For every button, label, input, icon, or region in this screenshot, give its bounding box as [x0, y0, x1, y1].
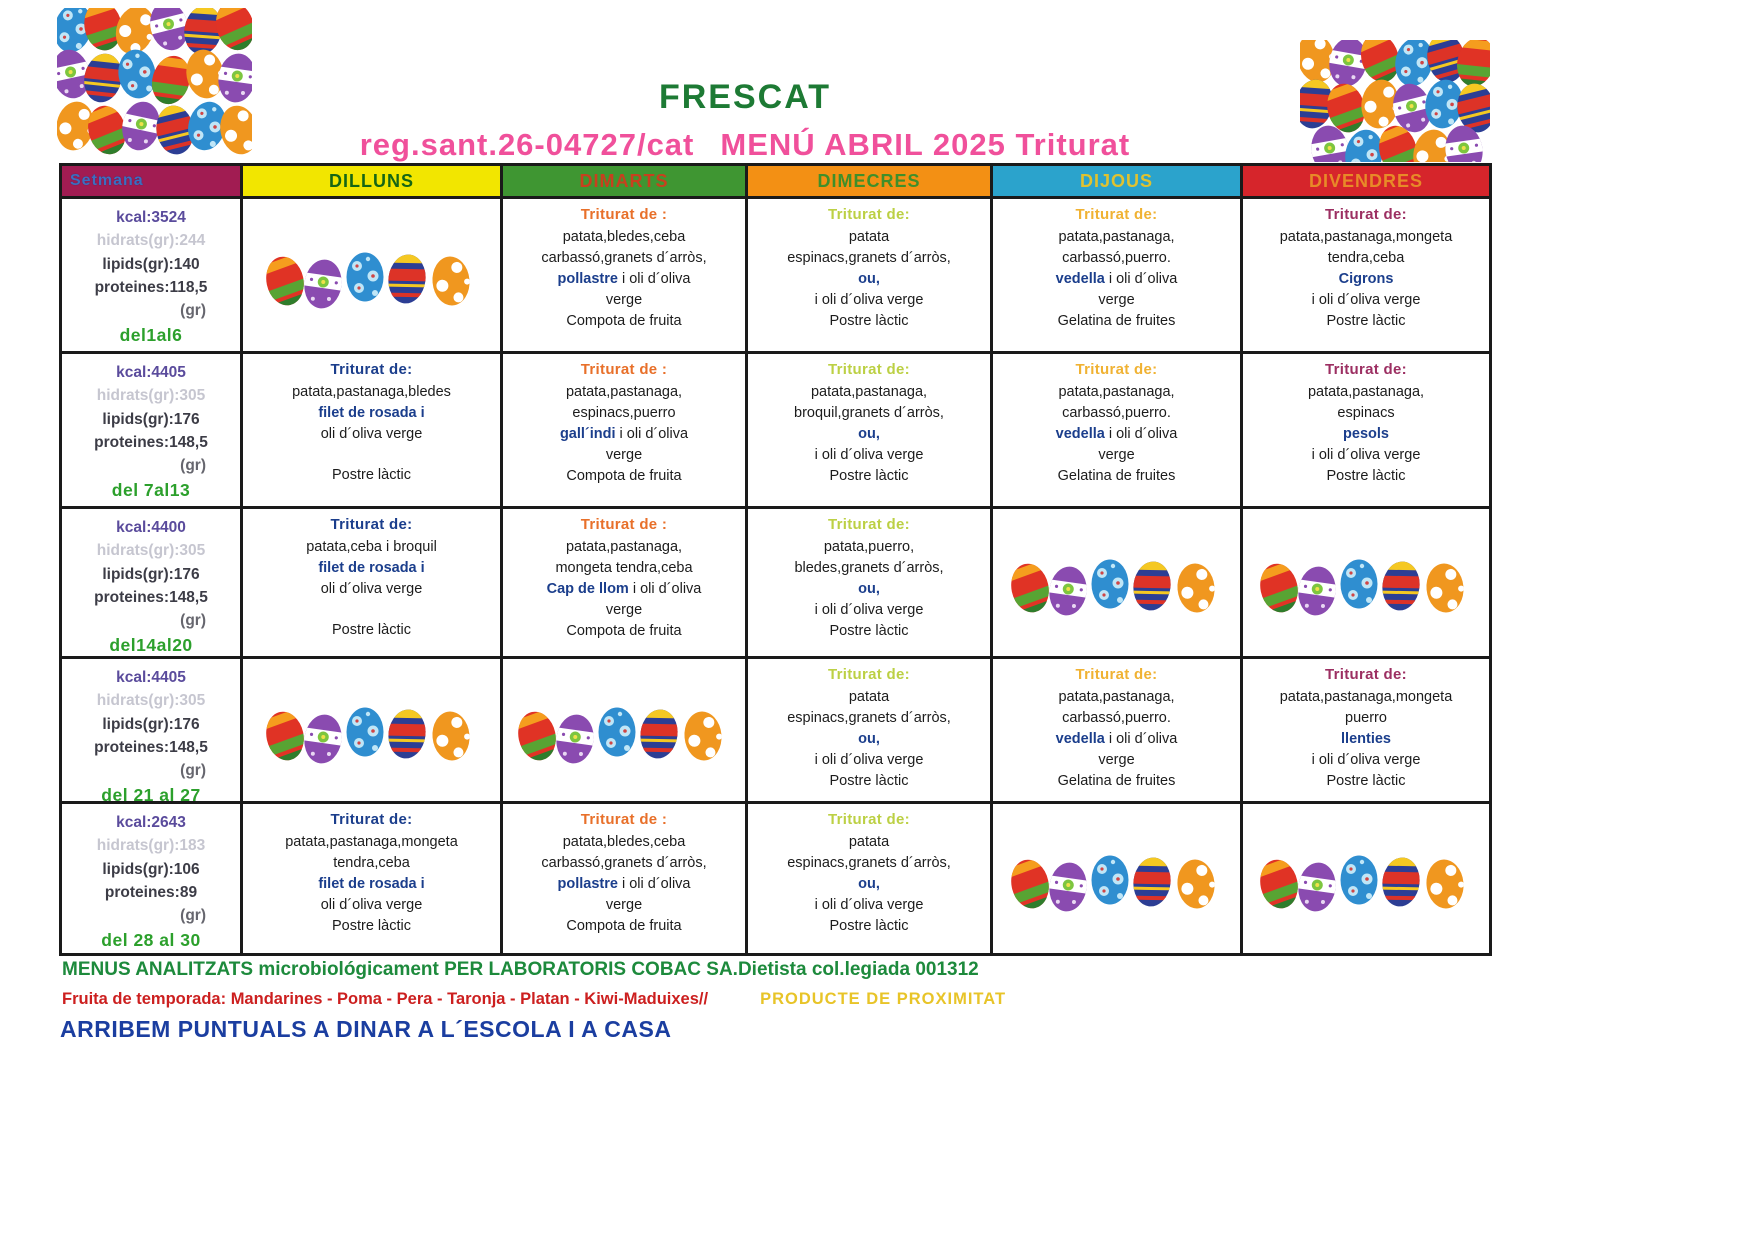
nutrition-kcal: kcal:3524 [116, 209, 186, 226]
easter-eggs-image [1243, 509, 1492, 659]
menu-line: espinacs,puerro [572, 404, 676, 421]
menu-line: Postre làctic [829, 917, 909, 934]
nutrition-kcal: kcal:4405 [116, 669, 186, 686]
nutrition-kcal: kcal:2643 [116, 814, 186, 831]
week-range-label: del 7al13 [111, 480, 191, 501]
menu-line: i oli d´oliva verge [814, 601, 924, 618]
menu-cell-title: Triturat de: [1075, 361, 1158, 378]
menu-line: tendra,ceba [1327, 249, 1405, 266]
menu-line: verge [605, 291, 643, 308]
protein-item: ou, [858, 730, 880, 747]
menu-line: verge [605, 896, 643, 913]
menu-line: i oli d´oliva verge [1311, 751, 1421, 768]
menu-table [59, 163, 1492, 956]
menu-line: Postre làctic [332, 621, 411, 638]
menu-line: patata,pastanaga, [1058, 688, 1175, 705]
menu-line: vedella i oli d´oliva [1055, 425, 1178, 442]
easter-eggs-row [515, 702, 733, 764]
menu-line [1243, 269, 1489, 290]
menu-line: espinacs,granets d´arròs, [787, 709, 951, 726]
proximity-product-text: PRODUCTE DE PROXIMITAT [760, 990, 1007, 1008]
menu-line: carbassó,puerro. [1062, 404, 1171, 421]
column-header-dimecres: DIMECRES [748, 166, 993, 199]
protein-item: ou, [858, 875, 880, 892]
easter-eggs-row [1257, 554, 1475, 616]
column-header-dilluns: DILLUNS [243, 166, 503, 199]
menu-line: puerro [1345, 709, 1387, 726]
menu-cell-week5-dimarts [503, 804, 748, 956]
protein-item: vedella [1055, 270, 1105, 287]
nutrition-hidrats: hidrats(gr):305 [96, 387, 206, 405]
menu-line: Gelatina de fruites [1057, 772, 1176, 789]
nutrition-lipids: lipids(gr):106 [102, 860, 200, 878]
column-header-setmana: Setmana [62, 166, 243, 199]
nutrition-lipids: lipids(gr):176 [102, 715, 200, 733]
menu-line: carbassó,granets d´arròs, [541, 854, 707, 871]
nutrition-proteines: proteines:89 [104, 883, 198, 901]
menu-line: Postre làctic [1326, 772, 1406, 789]
menu-cell-week1-divendres [1243, 199, 1492, 354]
menu-cell-week3-dimarts [503, 509, 748, 659]
menu-line [243, 403, 500, 424]
menu-line: espinacs,granets d´arròs, [787, 854, 951, 871]
menu-line: i oli d´oliva verge [814, 446, 924, 463]
menu-line: patata,bledes,ceba [562, 833, 686, 850]
menu-line: pollastre i oli d´oliva [557, 270, 691, 287]
nutrition-kcal: kcal:4400 [116, 519, 186, 536]
menu-line: patata,pastanaga, [565, 538, 683, 555]
menu-line: espinacs,granets d´arròs, [787, 249, 951, 266]
menu-line: gall´indi i oli d´oliva [559, 425, 689, 442]
menu-cell-title: Triturat de: [330, 811, 413, 828]
menu-line: pollastre i oli d´oliva [557, 875, 691, 892]
menu-cell-title: Triturat de: [1325, 666, 1407, 683]
nutrition-lipids: lipids(gr):176 [102, 410, 200, 428]
nutrition-lipids: lipids(gr):140 [102, 255, 200, 273]
nutrition-kcal: kcal:4405 [116, 364, 186, 381]
menu-cell-title: Triturat de: [828, 516, 910, 533]
menu-cell-week5-dimecres [748, 804, 993, 956]
nutrition-proteines: proteines:148,5 [94, 588, 208, 606]
menu-line: patata,pastanaga, [1307, 383, 1425, 400]
easter-eggs-image [503, 659, 748, 804]
menu-line [1243, 729, 1489, 750]
menu-cell-title: Triturat de: [828, 811, 910, 828]
nutrition-hidrats: hidrats(gr):183 [96, 837, 206, 855]
week-nutrition-4 [62, 659, 243, 804]
protein-item: vedella [1055, 730, 1105, 747]
protein-item: Cigrons [1338, 270, 1394, 287]
menu-cell-week2-divendres [1243, 354, 1492, 509]
menu-line: patata,pastanaga,mongeta [1279, 228, 1453, 245]
protein-item: filet de rosada i [318, 559, 425, 576]
menu-line: patata [848, 833, 890, 850]
menu-cell-week5-dilluns [243, 804, 503, 956]
menu-line: Postre làctic [829, 622, 909, 639]
menu-line: patata,pastanaga,mongeta [285, 833, 458, 850]
menu-line: patata,pastanaga, [1058, 383, 1175, 400]
footer-punctuality-note: ARRIBEM PUNTUALS A DINAR A L´ESCOLA I A CASA [60, 1016, 672, 1042]
menu-line: patata,pastanaga, [1058, 228, 1175, 245]
menu-cell-week2-dijous [993, 354, 1243, 509]
nutrition-gr: (gr) [180, 762, 206, 779]
menu-line: Compota de fruita [566, 622, 682, 639]
menu-line: i oli d´oliva verge [814, 291, 924, 308]
menu-cell-week1-dijous [993, 199, 1243, 354]
menu-line: verge [1098, 751, 1135, 768]
protein-item: llenties [1341, 730, 1391, 747]
nutrition-hidrats: hidrats(gr):305 [96, 692, 206, 710]
menu-line: Compota de fruita [566, 917, 682, 934]
menu-line: Compota de fruita [566, 312, 682, 329]
menu-line: Postre làctic [332, 917, 411, 934]
menu-line: Postre làctic [1326, 467, 1406, 484]
column-header-dimarts: DIMARTS [503, 166, 748, 199]
menu-line: carbassó,granets d´arròs, [541, 249, 707, 266]
menu-cell-week2-dimecres [748, 354, 993, 509]
menu-line: patata,puerro, [823, 538, 915, 555]
column-header-divendres: DIVENDRES [1243, 166, 1492, 199]
week-nutrition-1 [62, 199, 243, 354]
week-range-label: del 28 al 30 [101, 930, 201, 951]
easter-eggs-image [993, 804, 1243, 956]
menu-cell-week4-dijous [993, 659, 1243, 804]
menu-line: carbassó,puerro. [1062, 249, 1171, 266]
menu-line: Gelatina de fruites [1057, 312, 1176, 329]
menu-line [748, 424, 990, 445]
easter-eggs-image [1243, 804, 1492, 956]
menu-line: patata,pastanaga,mongeta [1279, 688, 1453, 705]
menu-cell-title: Triturat de: [330, 361, 413, 378]
nutrition-proteines: proteines:148,5 [94, 433, 208, 451]
menu-cell-title: Triturat de: [828, 206, 910, 223]
menu-line: Postre làctic [829, 312, 909, 329]
menu-cell-title: Triturat de: [1075, 206, 1158, 223]
menu-line: i oli d´oliva verge [1311, 291, 1421, 308]
easter-eggs-image [243, 199, 503, 354]
menu-cell-title: Triturat de: [828, 666, 910, 683]
protein-item: Cap de llom [546, 580, 629, 597]
menu-line: verge [605, 446, 643, 463]
menu-cell-week1-dimecres [748, 199, 993, 354]
menu-cell-week4-dimecres [748, 659, 993, 804]
menu-line: broquil,granets d´arròs, [794, 404, 944, 421]
menu-line: espinacs [1337, 404, 1395, 421]
menu-line [243, 445, 500, 465]
footer-analysis-note: MENUS ANALITZATS microbiológicament PER LABORATORIS COBAC SA.Dietista col.legiada 001312 [62, 959, 979, 980]
footer-fruit-note [62, 990, 1006, 1009]
menu-cell-week1-dimarts [503, 199, 748, 354]
easter-eggs-row [1008, 850, 1226, 912]
menu-line [243, 600, 500, 620]
protein-item: ou, [858, 425, 880, 442]
menu-line: patata [848, 228, 890, 245]
menu-line: oli d´oliva verge [320, 896, 423, 913]
nutrition-gr: (gr) [180, 907, 206, 924]
menu-line: i oli d´oliva verge [814, 751, 924, 768]
menu-line: patata,ceba i broquil [306, 538, 437, 555]
menu-line: i oli d´oliva verge [1311, 446, 1421, 463]
protein-item: vedella [1055, 425, 1105, 442]
protein-item: gall´indi [559, 425, 616, 442]
week-range-label: del 21 al 27 [101, 785, 201, 804]
easter-eggs-row [1257, 850, 1475, 912]
menu-cell-week3-dimecres [748, 509, 993, 659]
menu-cell-week3-dilluns [243, 509, 503, 659]
menu-line: verge [1098, 291, 1135, 308]
menu-line: mongeta tendra,ceba [555, 559, 693, 576]
menu-cell-title: Triturat de : [580, 516, 668, 533]
menu-line: verge [605, 601, 643, 618]
page-subtitle [0, 127, 1490, 163]
header [0, 78, 1490, 163]
menu-cell-week4-divendres [1243, 659, 1492, 804]
easter-eggs-row [263, 247, 481, 309]
menu-month-title: MENÚ ABRIL 2025 Triturat [720, 127, 1131, 162]
menu-cell-week2-dilluns [243, 354, 503, 509]
menu-cell-title: Triturat de : [580, 811, 668, 828]
week-nutrition-3 [62, 509, 243, 659]
menu-line: Postre làctic [829, 467, 909, 484]
menu-line: vedella i oli d´oliva [1055, 270, 1178, 287]
menu-line: patata,pastanaga, [565, 383, 683, 400]
nutrition-hidrats: hidrats(gr):244 [96, 232, 206, 250]
protein-item: filet de rosada i [318, 875, 425, 892]
menu-cell-title: Triturat de: [330, 516, 413, 533]
menu-line: carbassó,puerro. [1062, 709, 1171, 726]
menu-line [748, 729, 990, 750]
protein-item: ou, [858, 580, 880, 597]
protein-item: pollastre [557, 270, 618, 287]
menu-line [748, 269, 990, 290]
menu-line [243, 874, 500, 895]
registration-number: reg.sant.26-04727/cat [359, 127, 695, 162]
menu-line: Cap de llom i oli d´oliva [546, 580, 702, 597]
nutrition-lipids: lipids(gr):176 [102, 565, 200, 583]
seasonal-fruit-text: Fruita de temporada: Mandarines - Poma - Pera - Taronja - Platan - Kiwi-Maduixes// [62, 990, 709, 1008]
menu-line [1243, 424, 1489, 445]
menu-line: vedella i oli d´oliva [1055, 730, 1178, 747]
menu-line: verge [1098, 446, 1135, 463]
menu-line: patata,pastanaga, [810, 383, 928, 400]
menu-cell-title: Triturat de: [1325, 361, 1407, 378]
menu-line: Compota de fruita [566, 467, 682, 484]
menu-line: patata,pastanaga,bledes [292, 383, 451, 400]
menu-cell-title: Triturat de : [580, 206, 668, 223]
nutrition-gr: (gr) [180, 612, 206, 629]
menu-line: bledes,granets d´arròs, [794, 559, 944, 576]
menu-line [748, 874, 990, 895]
menu-line: Postre làctic [1326, 312, 1406, 329]
nutrition-gr: (gr) [180, 457, 206, 474]
column-header-dijous: DIJOUS [993, 166, 1243, 199]
week-nutrition-2 [62, 354, 243, 509]
easter-eggs-row [1008, 554, 1226, 616]
easter-eggs-image [243, 659, 503, 804]
easter-eggs-image [993, 509, 1243, 659]
menu-cell-title: Triturat de: [828, 361, 910, 378]
menu-line: oli d´oliva verge [320, 580, 423, 597]
week-range-label: del1al6 [119, 325, 183, 346]
menu-line: i oli d´oliva verge [814, 896, 924, 913]
menu-line: Postre làctic [332, 466, 411, 483]
menu-cell-week2-dimarts [503, 354, 748, 509]
week-nutrition-5 [62, 804, 243, 956]
menu-line [243, 558, 500, 579]
menu-line: oli d´oliva verge [320, 425, 423, 442]
nutrition-hidrats: hidrats(gr):305 [96, 542, 206, 560]
easter-eggs-row [263, 702, 481, 764]
week-range-label: del14al20 [109, 635, 193, 656]
nutrition-gr: (gr) [180, 302, 206, 319]
menu-line: tendra,ceba [333, 854, 410, 871]
protein-item: filet de rosada i [318, 404, 425, 421]
protein-item: pesols [1343, 425, 1389, 442]
menu-line: Gelatina de fruites [1057, 467, 1176, 484]
menu-line: patata,bledes,ceba [562, 228, 686, 245]
nutrition-proteines: proteines:148,5 [94, 738, 208, 756]
menu-cell-title: Triturat de: [1325, 206, 1407, 223]
menu-cell-title: Triturat de : [580, 361, 668, 378]
protein-item: pollastre [557, 875, 618, 892]
menu-line [748, 579, 990, 600]
page-title: FRESCAT [658, 78, 832, 116]
menu-line: Postre làctic [829, 772, 909, 789]
protein-item: ou, [858, 270, 880, 287]
menu-cell-title: Triturat de: [1075, 666, 1158, 683]
nutrition-proteines: proteines:118,5 [94, 278, 208, 296]
menu-line: patata [848, 688, 890, 705]
